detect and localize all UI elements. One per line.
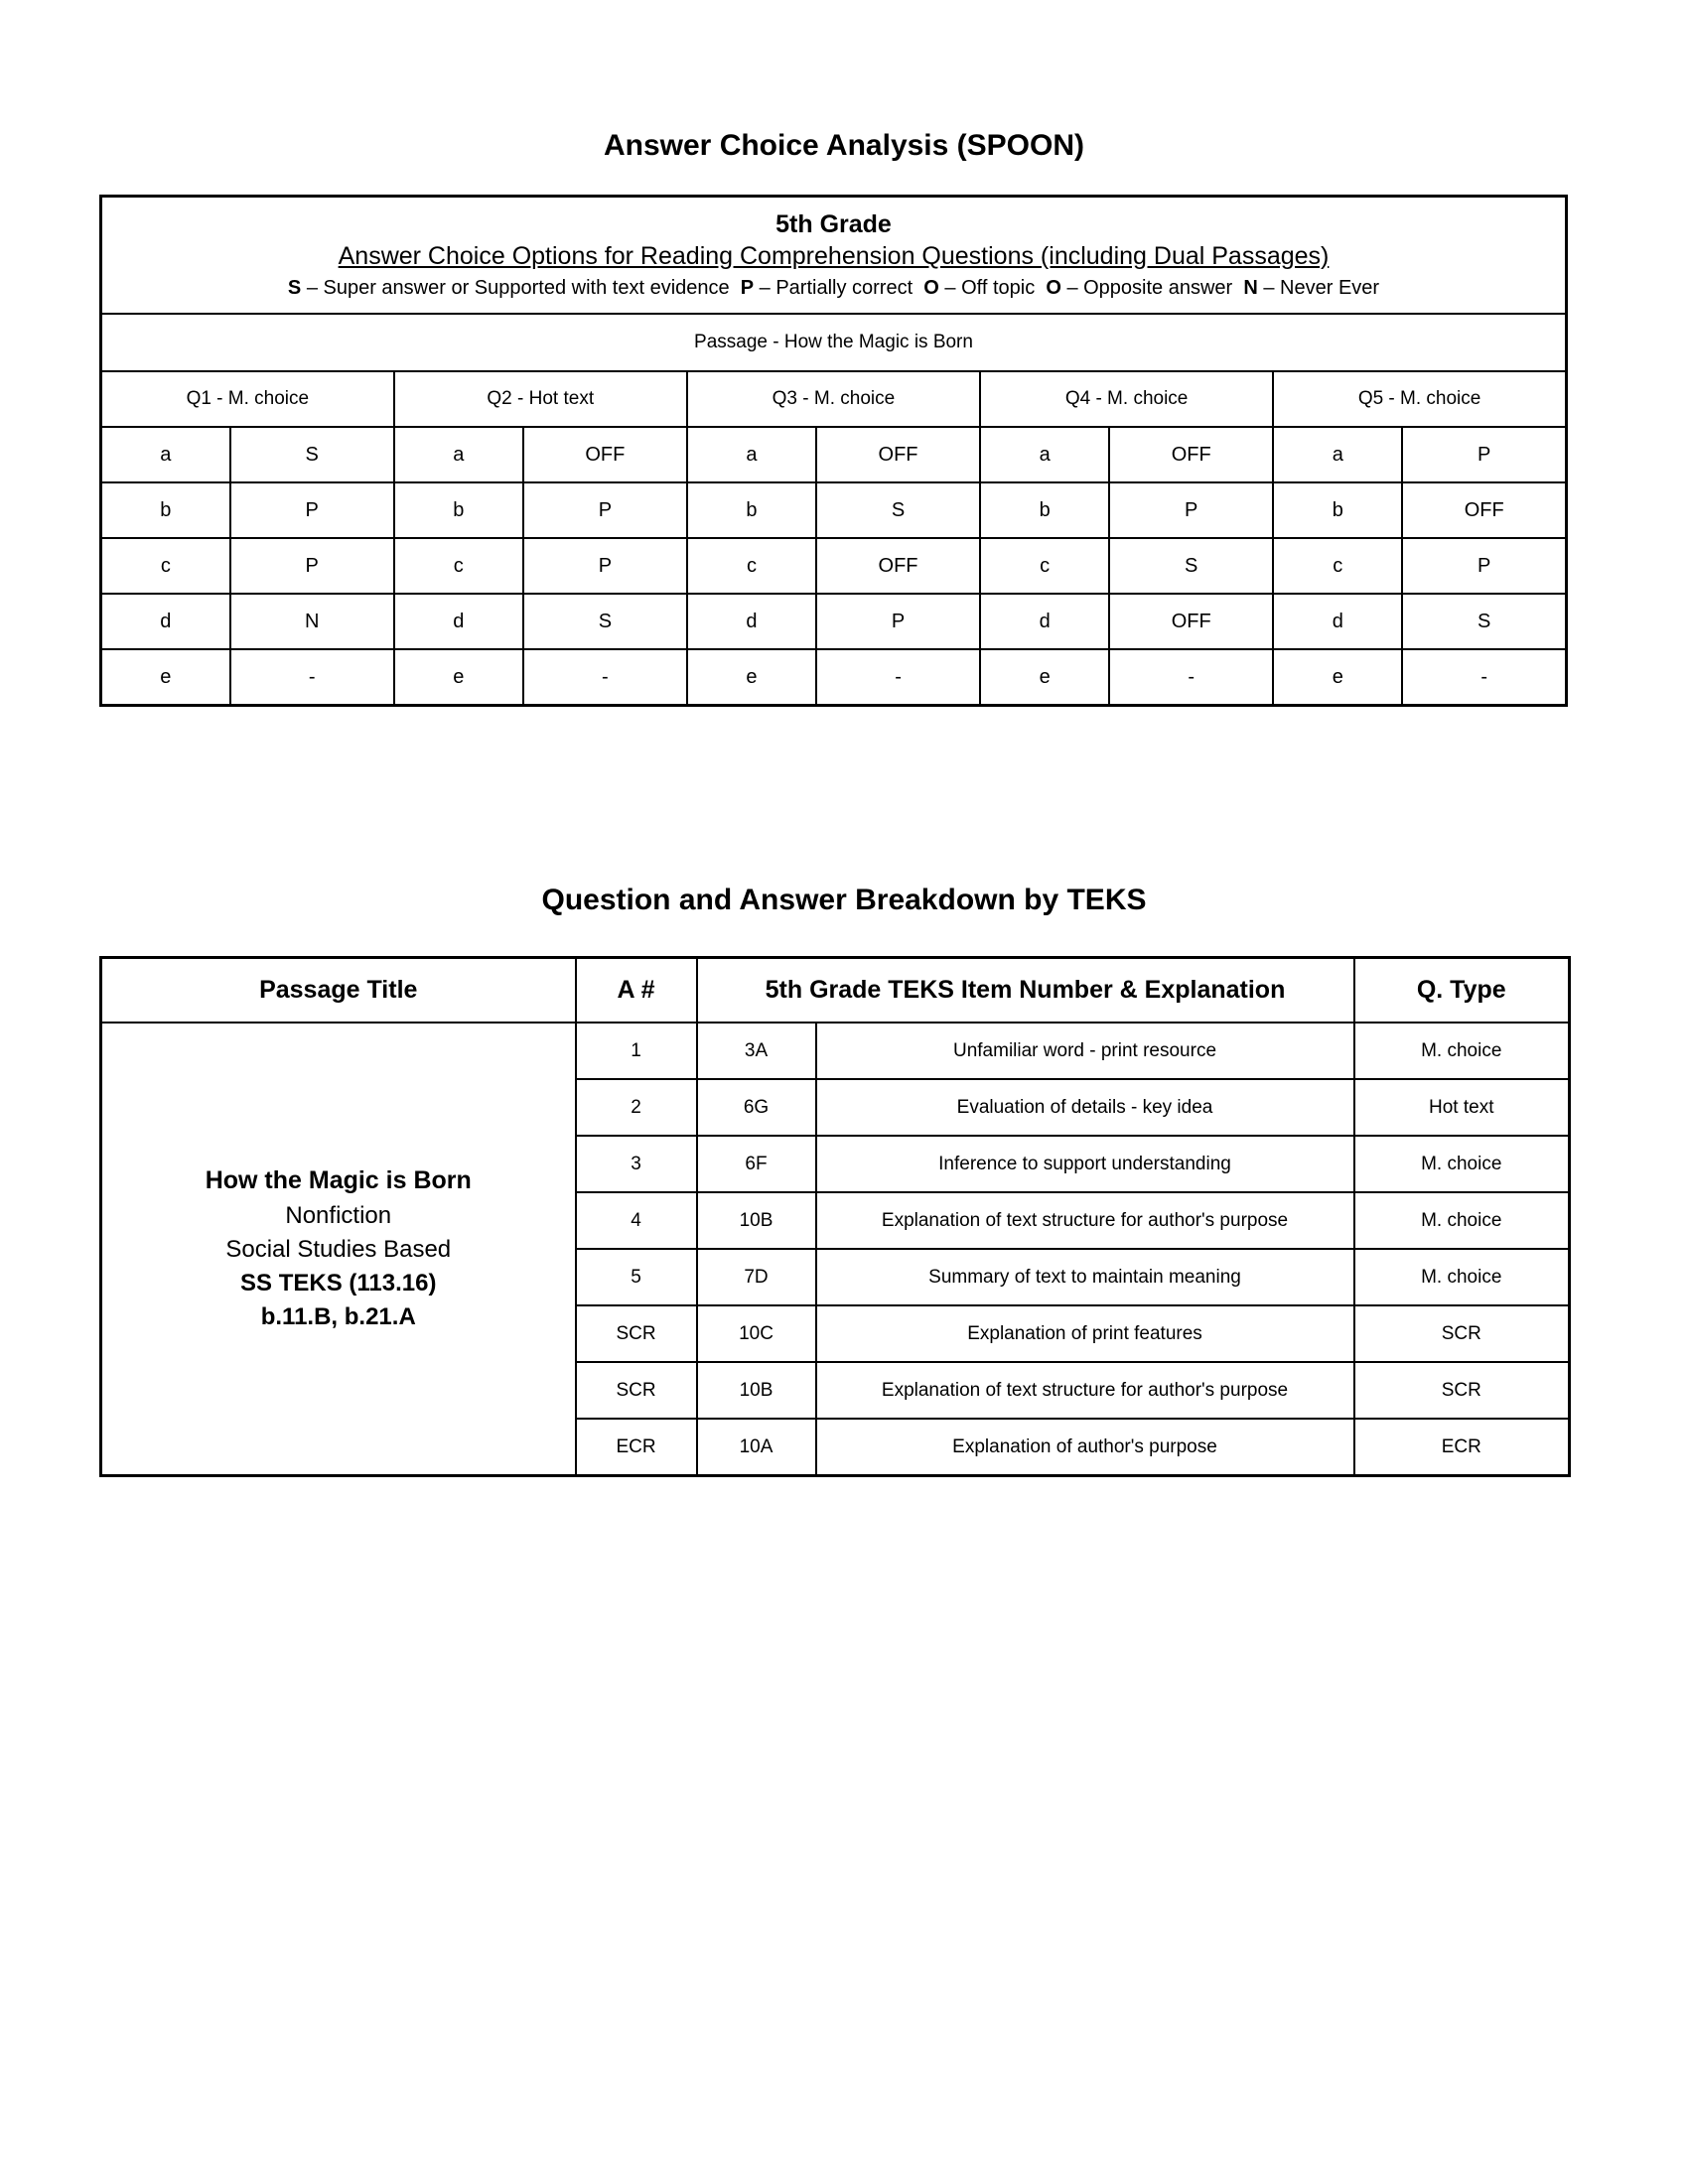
answer-choice-options-subtitle: Answer Choice Options for Reading Comprehension Questions (including Dual Passages) — [338, 241, 1330, 270]
choice-rating-cell: P — [1109, 482, 1273, 538]
legend-entry — [288, 277, 730, 299]
choice-letter-cell: b — [1273, 482, 1402, 538]
teks-code-cell: 10B — [697, 1192, 816, 1249]
choice-rating-cell: - — [816, 649, 980, 706]
column-header-passage-title: Passage Title — [101, 958, 576, 1024]
choice-rating-cell: P — [1402, 427, 1566, 482]
teks-code-cell: 10A — [697, 1419, 816, 1476]
legend-meaning: – Super answer or Supported with text evidence — [301, 277, 730, 299]
choice-letter-cell: c — [687, 538, 816, 594]
choice-letter-cell: e — [687, 649, 816, 706]
passage-standards-text: b.11.B, b.21.A — [260, 1302, 416, 1330]
a-number-cell: SCR — [576, 1305, 697, 1362]
choice-letter-cell: a — [1273, 427, 1402, 482]
passage-title-text: How the Magic is Born — [205, 1166, 472, 1195]
teks-code-cell: 6G — [697, 1079, 816, 1136]
a-number-cell: ECR — [576, 1419, 697, 1476]
a-number-cell: 1 — [576, 1023, 697, 1079]
choice-rating-cell: P — [230, 538, 394, 594]
column-header-q-type: Q. Type — [1354, 958, 1570, 1024]
passage-genre-text: Nonfiction — [285, 1201, 392, 1229]
question-header-q5: Q5 - M. choice — [1273, 371, 1566, 427]
legend-entry — [1046, 277, 1232, 299]
choice-rating-cell: S — [1109, 538, 1273, 594]
choice-rating-cell: - — [230, 649, 394, 706]
choice-letter-cell: a — [101, 427, 230, 482]
choice-letter-cell: d — [687, 594, 816, 649]
teks-explanation-cell: Summary of text to maintain meaning — [816, 1249, 1354, 1305]
passage-info-cell — [101, 1023, 576, 1476]
a-number-cell: 4 — [576, 1192, 697, 1249]
choice-letter-cell: c — [101, 538, 230, 594]
teks-explanation-cell: Explanation of text structure for author's purpose — [816, 1362, 1354, 1419]
teks-explanation-cell: Evaluation of details - key idea — [816, 1079, 1354, 1136]
choice-rating-cell: OFF — [1402, 482, 1566, 538]
teks-header-row — [101, 958, 1570, 1024]
passage-label: Passage - How the Magic is Born — [101, 314, 1567, 371]
legend-separator — [1035, 277, 1046, 299]
table-row — [101, 649, 1567, 706]
choice-rating-cell: P — [1402, 538, 1566, 594]
choice-letter-cell: c — [980, 538, 1109, 594]
question-type-cell: SCR — [1354, 1362, 1570, 1419]
choice-letter-cell: a — [687, 427, 816, 482]
teks-code-cell: 10B — [697, 1362, 816, 1419]
choice-rating-cell: P — [523, 538, 687, 594]
a-number-cell: 3 — [576, 1136, 697, 1192]
question-type-cell: Hot text — [1354, 1079, 1570, 1136]
column-header-teks-item: 5th Grade TEKS Item Number & Explanation — [697, 958, 1354, 1024]
choice-letter-cell: a — [394, 427, 523, 482]
spoon-banner-cell — [101, 197, 1567, 315]
table-row — [101, 482, 1567, 538]
choice-letter-cell: e — [1273, 649, 1402, 706]
legend-key: P — [740, 277, 755, 299]
choice-letter-cell: d — [394, 594, 523, 649]
teks-explanation-cell: Explanation of print features — [816, 1305, 1354, 1362]
page-title-answer-choice-analysis: Answer Choice Analysis (SPOON) — [603, 129, 1084, 162]
choice-rating-cell: S — [523, 594, 687, 649]
legend-separator — [1232, 277, 1243, 299]
table-row — [101, 594, 1567, 649]
teks-breakdown-table — [99, 956, 1571, 1477]
legend-meaning: – Partially correct — [754, 277, 914, 299]
legend-separator — [730, 277, 741, 299]
question-type-cell: M. choice — [1354, 1136, 1570, 1192]
question-header-q3: Q3 - M. choice — [687, 371, 980, 427]
legend-meaning: – Never Ever — [1257, 277, 1380, 299]
choice-letter-cell: e — [980, 649, 1109, 706]
choice-letter-cell: b — [394, 482, 523, 538]
choice-letter-cell: e — [101, 649, 230, 706]
passage-ss-teks-text: SS TEKS (113.16) — [240, 1269, 437, 1297]
table-row — [101, 538, 1567, 594]
a-number-cell: SCR — [576, 1362, 697, 1419]
teks-code-cell: 10C — [697, 1305, 816, 1362]
passage-basis-text: Social Studies Based — [225, 1235, 452, 1263]
legend-entry — [1243, 277, 1379, 299]
choice-rating-cell: - — [1109, 649, 1273, 706]
choice-rating-cell: S — [816, 482, 980, 538]
question-type-cell: ECR — [1354, 1419, 1570, 1476]
choice-rating-cell: S — [230, 427, 394, 482]
legend-key: O — [923, 277, 939, 299]
table-row — [101, 427, 1567, 482]
legend-meaning: – Opposite answer — [1060, 277, 1233, 299]
grade-label: 5th Grade — [775, 210, 892, 238]
table-row — [101, 1023, 1570, 1079]
teks-code-cell: 6F — [697, 1136, 816, 1192]
choice-rating-cell: OFF — [816, 538, 980, 594]
choice-rating-cell: N — [230, 594, 394, 649]
teks-explanation-cell: Explanation of author's purpose — [816, 1419, 1354, 1476]
question-header-q1: Q1 - M. choice — [101, 371, 394, 427]
choice-rating-cell: OFF — [816, 427, 980, 482]
legend-key: N — [1243, 277, 1258, 299]
choice-rating-cell: S — [1402, 594, 1566, 649]
question-type-cell: SCR — [1354, 1305, 1570, 1362]
teks-code-cell: 7D — [697, 1249, 816, 1305]
choice-rating-cell: - — [1402, 649, 1566, 706]
choice-letter-cell: c — [1273, 538, 1402, 594]
choice-letter-cell: b — [980, 482, 1109, 538]
choice-letter-cell: d — [980, 594, 1109, 649]
choice-letter-cell: b — [687, 482, 816, 538]
teks-explanation-cell: Explanation of text structure for author's purpose — [816, 1192, 1354, 1249]
legend-separator — [913, 277, 923, 299]
legend-key: O — [1046, 277, 1061, 299]
choice-rating-cell: - — [523, 649, 687, 706]
choice-rating-cell: P — [230, 482, 394, 538]
choice-rating-cell: OFF — [523, 427, 687, 482]
teks-explanation-cell: Unfamiliar word - print resource — [816, 1023, 1354, 1079]
a-number-cell: 5 — [576, 1249, 697, 1305]
choice-letter-cell: a — [980, 427, 1109, 482]
choice-rating-cell: P — [816, 594, 980, 649]
column-header-a-number: A # — [576, 958, 697, 1024]
legend-meaning: – Off topic — [938, 277, 1036, 299]
legend-entry — [923, 277, 1035, 299]
legend-entry — [741, 277, 913, 299]
question-type-cell: M. choice — [1354, 1249, 1570, 1305]
question-header-q4: Q4 - M. choice — [980, 371, 1273, 427]
choice-rating-cell: OFF — [1109, 594, 1273, 649]
passage-label-row — [101, 314, 1567, 371]
choice-rating-cell: P — [523, 482, 687, 538]
a-number-cell: 2 — [576, 1079, 697, 1136]
choice-letter-cell: c — [394, 538, 523, 594]
page-title-teks-breakdown: Question and Answer Breakdown by TEKS — [541, 884, 1147, 916]
spoon-legend — [108, 274, 1559, 303]
spoon-banner-row — [101, 197, 1567, 315]
question-type-cell: M. choice — [1354, 1192, 1570, 1249]
legend-key: S — [287, 277, 302, 299]
choice-letter-cell: b — [101, 482, 230, 538]
choice-letter-cell: e — [394, 649, 523, 706]
choice-letter-cell: d — [101, 594, 230, 649]
choice-letter-cell: d — [1273, 594, 1402, 649]
choice-rating-cell: OFF — [1109, 427, 1273, 482]
question-type-cell: M. choice — [1354, 1023, 1570, 1079]
teks-explanation-cell: Inference to support understanding — [816, 1136, 1354, 1192]
question-header-q2: Q2 - Hot text — [394, 371, 687, 427]
teks-code-cell: 3A — [697, 1023, 816, 1079]
answer-choice-analysis-table — [99, 195, 1568, 707]
question-header-row — [101, 371, 1567, 427]
